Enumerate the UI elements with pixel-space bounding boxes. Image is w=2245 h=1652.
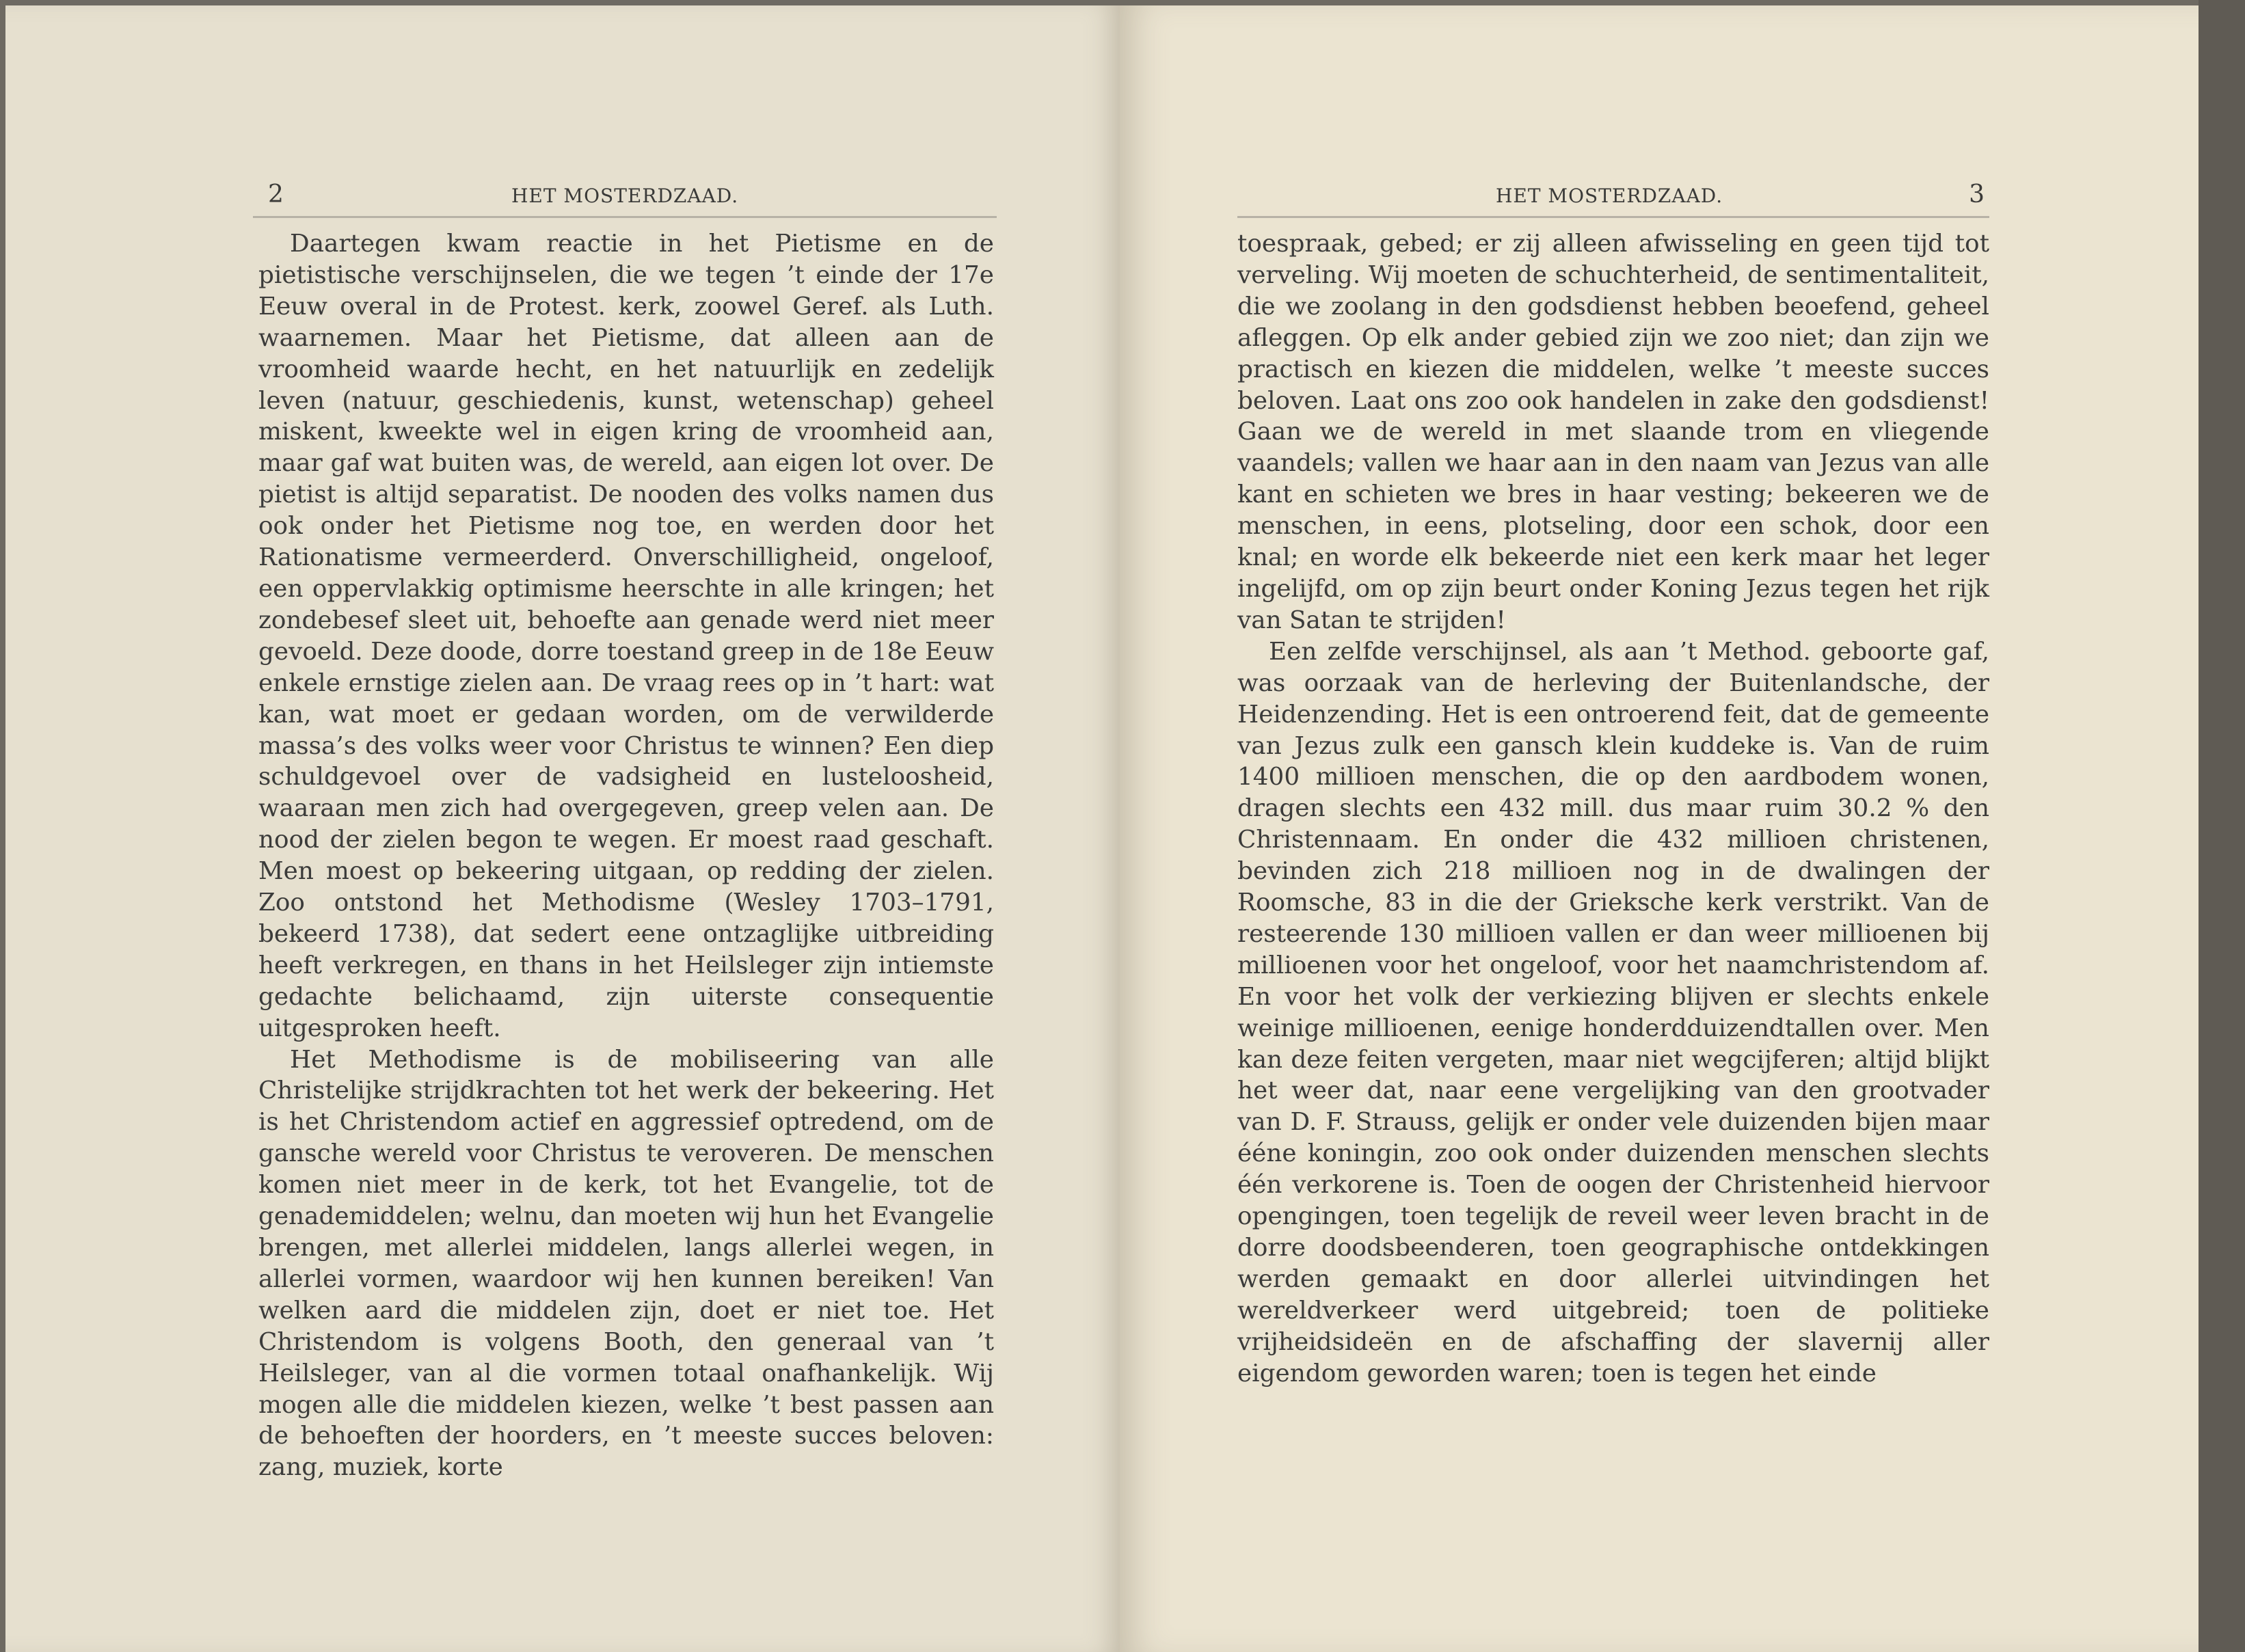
page-header (1237, 175, 1989, 218)
paragraph: toespraak, gebed; er zij alleen afwisseling en geen tijd tot verveling. Wij moeten de schuchterheid, de sentimentaliteit, die we zoolang in den godsdienst hebben beoefend, geheel afleggen. Op elk ander gebied zijn we zoo niet; dan zijn we practisch en kiezen die middelen, welke ’t meeste succes beloven. Laat ons zoo ook handelen in zake den godsdienst! Gaan we de wereld in met slaande trom en vliegende vaandels; vallen we haar aan in den naam van Jezus van alle kant en schieten we bres in haar vesting; bekeeren we de menschen, in eens, plotseling, door een schok, door een knal; en worde elk bekeerde niet een kerk maar het leger ingelijfd, om op zijn beurt onder Koning Jezus tegen het rijk van Satan te strijden! (1237, 230, 1989, 634)
paragraph: Het Methodisme is de mobiliseering van alle Christelijke strijdkrachten tot het werk der bekeering. Het is het Christendom actief en aggressief optredend, om de gansche wereld voor Christus te veroveren. De menschen komen niet meer in de kerk, tot het Evangelie, tot de genademiddelen; welnu, dan moeten wij hun het Evangelie brengen, met allerlei middelen, langs allerlei wegen, in allerlei vormen, waardoor wij hen kunnen bereiken! Van welken aard die middelen zijn, doet er niet toe. Het Christendom is volgens Booth, den generaal van ’t Heilsleger, van al die vormen totaal onafhankelijk. Wij mogen alle die middelen kiezen, welke ’t best passen aan de behoeften der hoorders, en ’t meeste succes beloven: zang, muziek, korte (258, 1045, 994, 1482)
background-edge (2199, 0, 2245, 1652)
page-number: 2 (268, 180, 284, 208)
left-page (5, 5, 1120, 1652)
running-head: HET MOSTERDZAAD. (511, 185, 739, 207)
page-header (253, 175, 997, 218)
running-head: HET MOSTERDZAAD. (1496, 185, 1723, 207)
paragraph: Een zelfde verschijnsel, als aan ’t Method. geboorte gaf, was oorzaak van de herleving der Buitenlandsche, der Heidenzending. Het is een ontroerend feit, dat de gemeente van Jezus zulk een gansch klein kuddeke is. Van de ruim 1400 millioen menschen, die op den aardbodem wonen, dragen slechts een 432 mill. dus maar ruim 30.2 % den Christennaam. En onder die 432 millioen christenen, bevinden zich 218 millioen nog in de dwalingen der Roomsche, 83 in die der Grieksche kerk verstrikt. Van de resteerende 130 millioen vallen er dan weer millioenen bij millioenen voor het ongeloof, voor het naamchristendom af. En voor het volk der verkiezing blijven er slechts enkele weinige millioenen, eenige honderdduizendtallen over. Men kan deze feiten vergeten, maar niet wegcijferen; altijd blijkt het weer dat, naar eene vergelijking van den grootvader van D. F. Strauss, gelijk er onder vele duizenden bijen maar ééne koningin, zoo ook onder duizenden menschen slechts één verkorene is. Toen de oogen der Christenheid hiervoor opengingen, toen tegelijk de reveil weer leven bracht in de dorre doodsbeenderen, toen geographische ontdekkingen werden gemaakt en door allerlei uitvindingen het wereldverkeer werd uitgebreid; toen de politieke vrijheidsideën en de afschaffing der slavernij aller eigendom geworden waren; toen is tegen het einde (1237, 637, 1989, 1387)
page-number: 3 (1969, 180, 1985, 208)
body-text (1237, 228, 1989, 1390)
body-text (258, 228, 994, 1483)
right-page (1120, 5, 2199, 1652)
paragraph: Daartegen kwam reactie in het Pietisme en de pietistische verschijnselen, die we tegen ’t einde der 17e Eeuw overal in de Protest. kerk, zoowel Geref. als Luth. waarnemen. Maar het Pietisme, dat alleen aan de vroomheid waarde hecht, en het natuurlijk en zedelijk leven (natuur, geschiedenis, kunst, wetenschap) geheel miskent, kweekte wel in eigen kring de vroomheid aan, maar gaf wat buiten was, de wereld, aan eigen lot over. De pietist is altijd separatist. De nooden des volks namen dus ook onder het Pietisme nog toe, en werden door het Rationatisme vermeerderd. Onverschilligheid, ongeloof, een oppervlakkig optimisme heerschte in alle kringen; het zondebesef sleet uit, behoefte aan genade werd niet meer gevoeld. Deze doode, dorre toestand greep in de 18e Eeuw enkele ernstige zielen aan. De vraag rees op in ’t hart: wat kan, wat moet er gedaan worden, om de verwilderde massa’s des volks weer voor Christus te winnen? Een diep schuldgevoel over de vadsigheid en lusteloosheid, waaraan men zich had overgegeven, greep velen aan. De nood der zielen begon te wegen. Er moest raad geschaft. Men moest op bekeering uitgaan, op redding der zielen. Zoo ontstond het Methodisme (Wesley 1703–1791, bekeerd 1738), dat sedert eene ontzaglijke uitbreiding heeft verkregen, en thans in het Heilsleger zijn intiemste gedachte belichaamd, zijn uiterste consequentie uitgesproken heeft. (258, 230, 994, 1042)
